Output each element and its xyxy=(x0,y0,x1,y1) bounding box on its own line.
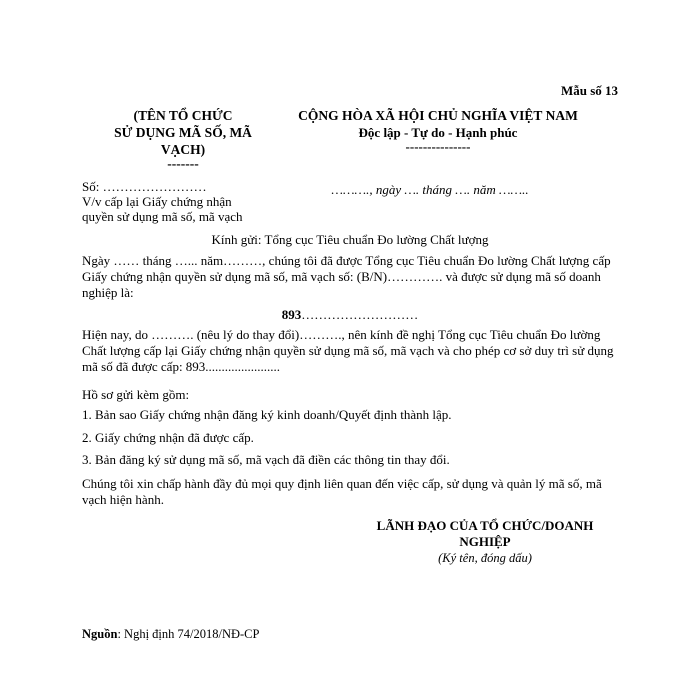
recipient-line: Kính gửi: Tổng cục Tiêu chuẩn Đo lường Chất lượng xyxy=(211,232,489,247)
form-number: Mẫu số 13 xyxy=(560,83,618,98)
source-line xyxy=(82,627,259,642)
paragraph-prior-grant: Ngày …… tháng …... năm………, chúng tôi đã được Tổng cục Tiêu chuẩn Đo lường Chất lượng cấp Giấy chứng nhận quyền sử dụng mã số, mã vạch số: (B/N)…………. và được sử dụng mã số doanh nghiệp là: xyxy=(82,253,611,300)
organization-divider: ------- xyxy=(167,156,199,171)
nation-divider: --------------- xyxy=(405,139,471,154)
signature-title-1: LÃNH ĐẠO CỦA TỔ CHỨC/DOANH xyxy=(376,518,594,533)
enterprise-code-line xyxy=(82,307,618,323)
paragraph-commitment: Chúng tôi xin chấp hành đầy đủ mọi quy định liên quan đến việc cấp, sử dụng và quản lý mã số, mã vạch hiện hành. xyxy=(82,476,602,507)
signature-note: (Ký tên, đóng dấu) xyxy=(438,551,532,565)
source-label: Nguồn xyxy=(82,627,118,641)
attachment-item-1: 1. Bản sao Giấy chứng nhận đăng ký kinh doanh/Quyết định thành lập. xyxy=(82,407,452,422)
attachments-heading: Hồ sơ gửi kèm gồm: xyxy=(82,387,190,402)
national-header xyxy=(278,107,598,153)
nation-title: CỘNG HÒA XÃ HỘI CHỦ NGHĨA VIỆT NAM xyxy=(298,108,578,123)
attachment-item-2: 2. Giấy chứng nhận đã được cấp. xyxy=(82,430,254,445)
reference-block xyxy=(82,179,272,224)
code-dots: ……………………… xyxy=(301,307,419,322)
reference-subject-1: V/v cấp lại Giấy chứng nhận xyxy=(82,194,232,209)
organization-header xyxy=(88,107,278,170)
paragraph-request: Hiện nay, do ………. (nêu lý do thay đổi)………., nên kính đề nghị Tổng cục Tiêu chuẩn Đo lường Chất lượng cấp lại Giấy chứng nhận quyền sử dụng mã số, mã vạch và cho phép cơ sở duy trì sử dụng mã số đã được cấp: 893....................... xyxy=(82,327,614,374)
code-prefix: 893 xyxy=(281,307,302,322)
organization-line-3: VẠCH) xyxy=(160,142,206,157)
reference-subject-2: quyền sử dụng mã số, mã vạch xyxy=(82,209,243,224)
attachment-item-3: 3. Bản đăng ký sử dụng mã số, mã vạch đã điền các thông tin thay đổi. xyxy=(82,452,450,467)
source-text: : Nghị định 74/2018/NĐ-CP xyxy=(117,627,260,641)
date-line: ………., ngày …. tháng …. năm …….. xyxy=(331,182,529,197)
organization-line-1: (TÊN TỔ CHỨC xyxy=(133,108,233,123)
nation-motto: Độc lập - Tự do - Hạnh phúc xyxy=(358,125,518,140)
signature-block xyxy=(360,518,610,566)
signature-title-2: NGHIỆP xyxy=(459,534,511,549)
organization-line-2: SỬ DỤNG MÃ SỐ, MÃ xyxy=(114,125,252,140)
reference-number: Số: …………………… xyxy=(82,179,207,194)
